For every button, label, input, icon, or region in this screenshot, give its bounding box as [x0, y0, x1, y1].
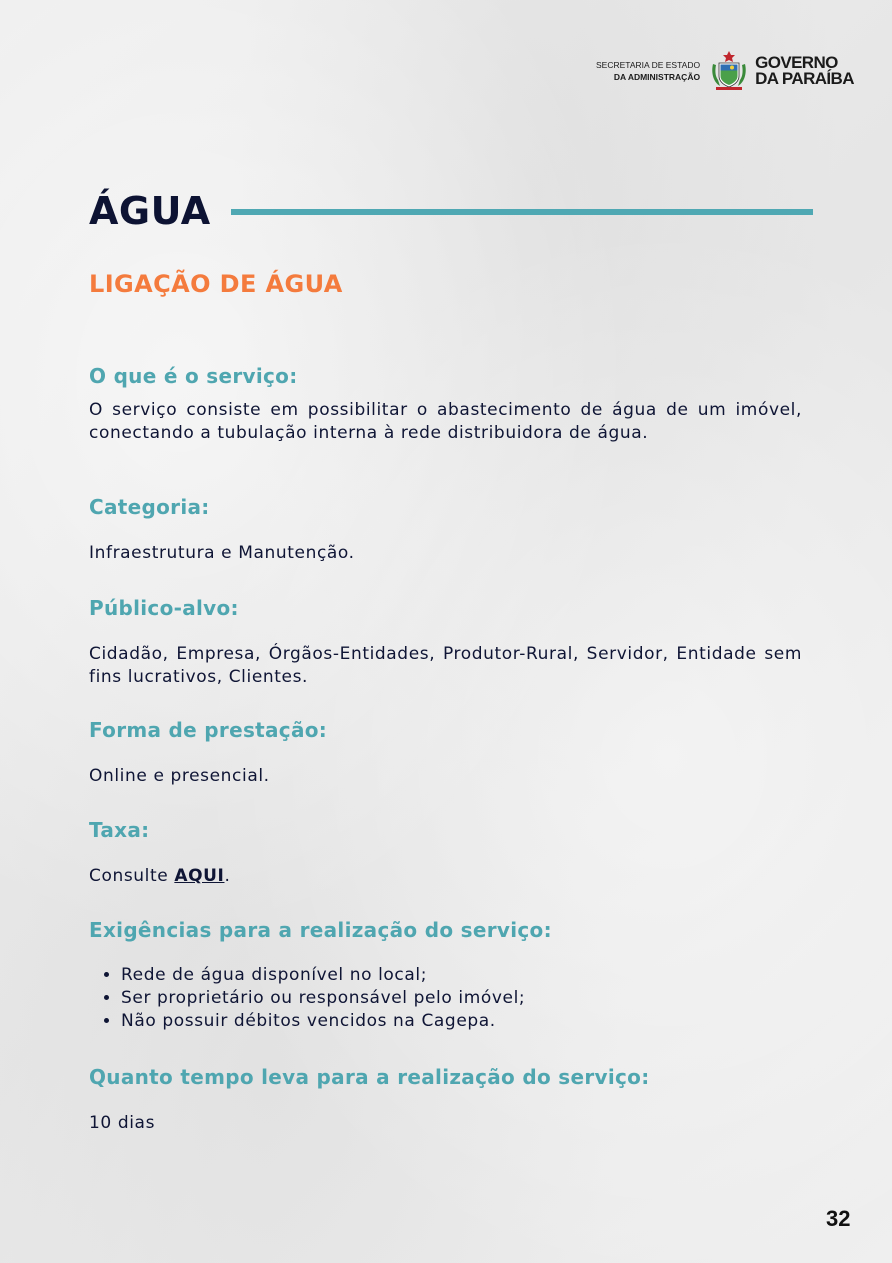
section-publico-alvo — [89, 596, 802, 689]
governo-wordmark — [755, 55, 854, 87]
taxa-text-after: . — [224, 866, 231, 886]
section-o-que-e — [89, 364, 802, 445]
aqui-link[interactable]: AQUI — [174, 866, 225, 886]
section-categoria — [89, 495, 802, 565]
section-heading: O que é o serviço: — [89, 364, 298, 388]
page-number: 32 — [826, 1206, 851, 1231]
section-text — [89, 865, 802, 888]
section-text: Online e presencial. — [89, 766, 270, 786]
section-forma-prestacao — [89, 718, 802, 788]
service-subtitle: LIGAÇÃO DE ÁGUA — [89, 270, 343, 298]
coat-of-arms-icon — [710, 50, 748, 92]
governo-line1: GOVERNO — [755, 53, 838, 72]
taxa-text-before: Consulte — [89, 866, 175, 886]
section-taxa — [89, 818, 802, 888]
list-item: • Não possuir débitos vencidos na Cagepa. — [121, 1010, 802, 1033]
section-tempo — [89, 1065, 802, 1135]
secretaria-line2: DA ADMINISTRAÇÃO — [613, 72, 701, 82]
list-item: • Rede de água disponível no local; — [121, 964, 802, 987]
secretaria-line1: SECRETARIA DE ESTADO — [596, 60, 701, 70]
header-logo — [596, 50, 854, 92]
list-item: • Ser proprietário ou responsável pelo imóvel; — [121, 987, 802, 1010]
secretaria-label — [596, 59, 700, 83]
section-text: 10 dias — [89, 1113, 156, 1133]
section-heading: Forma de prestação: — [89, 718, 328, 742]
section-text: Infraestrutura e Manutenção. — [89, 543, 355, 563]
section-text: Cidadão, Empresa, Órgãos-Entidades, Produtor-Rural, Servidor, Entidade sem fins lucrativos, Clientes. — [89, 644, 802, 687]
section-heading: Taxa: — [89, 818, 150, 842]
section-heading: Quanto tempo leva para a realização do serviço: — [89, 1065, 650, 1089]
section-heading: Categoria: — [89, 495, 210, 519]
section-text: O serviço consiste em possibilitar o abastecimento de água de um imóvel, conectando a tubulação interna à rede distribuidora de água. — [89, 400, 802, 443]
page-title: ÁGUA — [89, 189, 211, 233]
section-exigencias — [89, 918, 802, 1033]
section-heading: Exigências para a realização do serviço: — [89, 918, 552, 942]
section-heading: Público-alvo: — [89, 596, 239, 620]
governo-line2: DA PARAÍBA — [755, 69, 854, 88]
requirements-list — [89, 964, 802, 1033]
title-row — [89, 188, 813, 234]
title-divider — [231, 209, 813, 215]
